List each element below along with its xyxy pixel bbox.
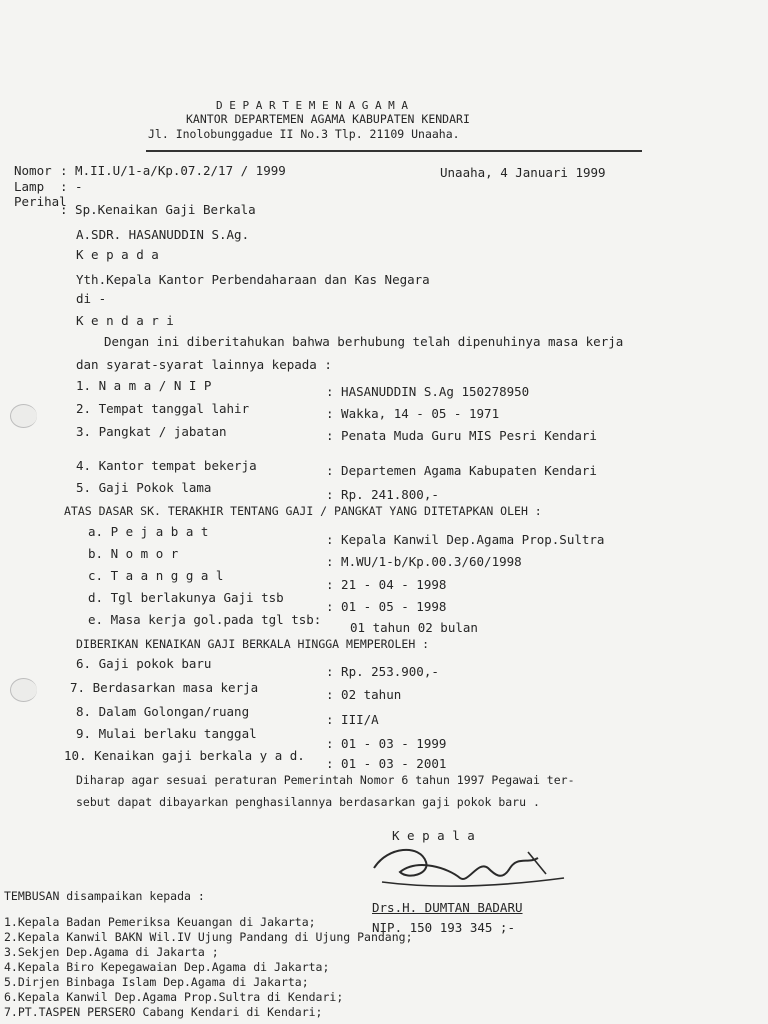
item-1-value: : HASANUDDIN S.Ag 150278950 (326, 384, 530, 399)
result-6-label: 6. Gaji pokok baru (76, 656, 212, 671)
tembusan-item-4: 4.Kepala Biro Kepegawaian Dep.Agama di Jakarta; (4, 960, 330, 974)
dasar-b-label: b. N o m o r (88, 546, 179, 561)
signatory-name: Drs.H. DUMTAN BADARU (372, 900, 523, 915)
dasar-e-label: e. Masa kerja gol.pada tgl tsb: (88, 612, 322, 627)
handwritten-signature (368, 838, 568, 900)
perihal-label: Perihal (14, 194, 67, 209)
result-8-label: 8. Dalam Golongan/ruang (76, 704, 250, 719)
dasar-e-value: 01 tahun 02 bulan (350, 620, 478, 635)
perihal-value: : Sp.Kenaikan Gaji Berkala (60, 202, 256, 217)
item-3-label: 3. Pangkat / jabatan (76, 424, 227, 439)
letterhead-address: Jl. Inolobunggadue II No.3 Tlp. 21109 Unaaha. (148, 127, 460, 141)
result-7-value: : 02 tahun (326, 687, 402, 702)
nomor-label: Nomor (14, 163, 52, 178)
letterhead-rule (146, 150, 642, 152)
signature-title: K e p a l a (392, 828, 475, 843)
tembusan-item-7: 7.PT.TASPEN PERSERO Cabang Kendari di Kendari; (4, 1005, 323, 1019)
addressee-city: K e n d a r i (76, 313, 174, 328)
tembusan-item-2: 2.Kepala Kanwil BAKN Wil.IV Ujung Pandang di Ujung Pandang; (4, 930, 413, 944)
diberikan-heading: DIBERIKAN KENAIKAN GAJI BERKALA HINGGA MEMPEROLEH : (76, 637, 430, 651)
signatory-nip: NIP. 150 193 345 ;- (372, 920, 515, 935)
closing-line-1: Diharap agar sesuai peraturan Pemerintah Nomor 6 tahun 1997 Pegawai ter- (76, 773, 575, 787)
dasar-a-label: a. P e j a b a t (88, 524, 209, 539)
item-4-value: : Departemen Agama Kabupaten Kendari (326, 463, 597, 478)
tembusan-item-6: 6.Kepala Kanwil Dep.Agama Prop.Sultra di Kendari; (4, 990, 344, 1004)
item-1-label: 1. N a m a / N I P (76, 378, 212, 393)
item-3-value: : Penata Muda Guru MIS Pesri Kendari (326, 428, 597, 443)
result-10-label: 10. Kenaikan gaji berkala y a d. (64, 748, 305, 763)
intro-line-1: Dengan ini diberitahukan bahwa berhubung telah dipenuhinya masa kerja (104, 334, 624, 349)
letterhead-department: D E P A R T E M E N A G A M A (216, 99, 409, 112)
item-5-label: 5. Gaji Pokok lama (76, 480, 212, 495)
dasar-c-value: : 21 - 04 - 1998 (326, 577, 447, 592)
punch-hole-top (10, 404, 37, 428)
dasar-c-label: c. T a a n g g a l (88, 568, 224, 583)
addressee-di: di - (76, 291, 107, 306)
punch-hole-bottom (10, 678, 37, 702)
tembusan-item-3: 3.Sekjen Dep.Agama di Jakarta ; (4, 945, 219, 959)
dasar-b-value: : M.WU/1-b/Kp.00.3/60/1998 (326, 554, 522, 569)
letterhead-office: KANTOR DEPARTEMEN AGAMA KABUPATEN KENDARI (186, 112, 470, 126)
intro-line-2: dan syarat-syarat lainnya kepada : (76, 357, 332, 372)
result-7-label: 7. Berdasarkan masa kerja (70, 680, 259, 695)
tembusan-heading: TEMBUSAN disampaikan kepada : (4, 889, 205, 903)
place-date: Unaaha, 4 Januari 1999 (440, 165, 606, 180)
result-10-value: : 01 - 03 - 2001 (326, 756, 447, 771)
dasar-d-label: d. Tgl berlakunya Gaji tsb (88, 590, 284, 605)
addressee-sdr: A.SDR. HASANUDDIN S.Ag. (76, 227, 250, 242)
dasar-d-value: : 01 - 05 - 1998 (326, 599, 447, 614)
result-9-label: 9. Mulai berlaku tanggal (76, 726, 257, 741)
item-5-value: : Rp. 241.800,- (326, 487, 439, 502)
result-9-value: : 01 - 03 - 1999 (326, 736, 447, 751)
dasar-heading: ATAS DASAR SK. TERAKHIR TENTANG GAJI / PANGKAT YANG DITETAPKAN OLEH : (64, 504, 542, 518)
tembusan-item-1: 1.Kepala Badan Pemeriksa Keuangan di Jakarta; (4, 915, 316, 929)
lamp-label: Lamp (14, 179, 45, 194)
addressee-kepada: K e p a d a (76, 247, 159, 262)
addressee-yth: Yth.Kepala Kantor Perbendaharaan dan Kas Negara (76, 272, 430, 287)
item-2-label: 2. Tempat tanggal lahir (76, 401, 250, 416)
result-6-value: : Rp. 253.900,- (326, 664, 439, 679)
item-2-value: : Wakka, 14 - 05 - 1971 (326, 406, 500, 421)
dasar-a-value: : Kepala Kanwil Dep.Agama Prop.Sultra (326, 532, 605, 547)
tembusan-item-5: 5.Dirjen Binbaga Islam Dep.Agama di Jakarta; (4, 975, 309, 989)
item-4-label: 4. Kantor tempat bekerja (76, 458, 257, 473)
closing-line-2: sebut dapat dibayarkan penghasilannya berdasarkan gaji pokok baru . (76, 795, 540, 809)
nomor-value: : M.II.U/1-a/Kp.07.2/17 / 1999 (60, 163, 286, 178)
result-8-value: : III/A (326, 712, 379, 727)
lamp-value: : - (60, 179, 83, 194)
